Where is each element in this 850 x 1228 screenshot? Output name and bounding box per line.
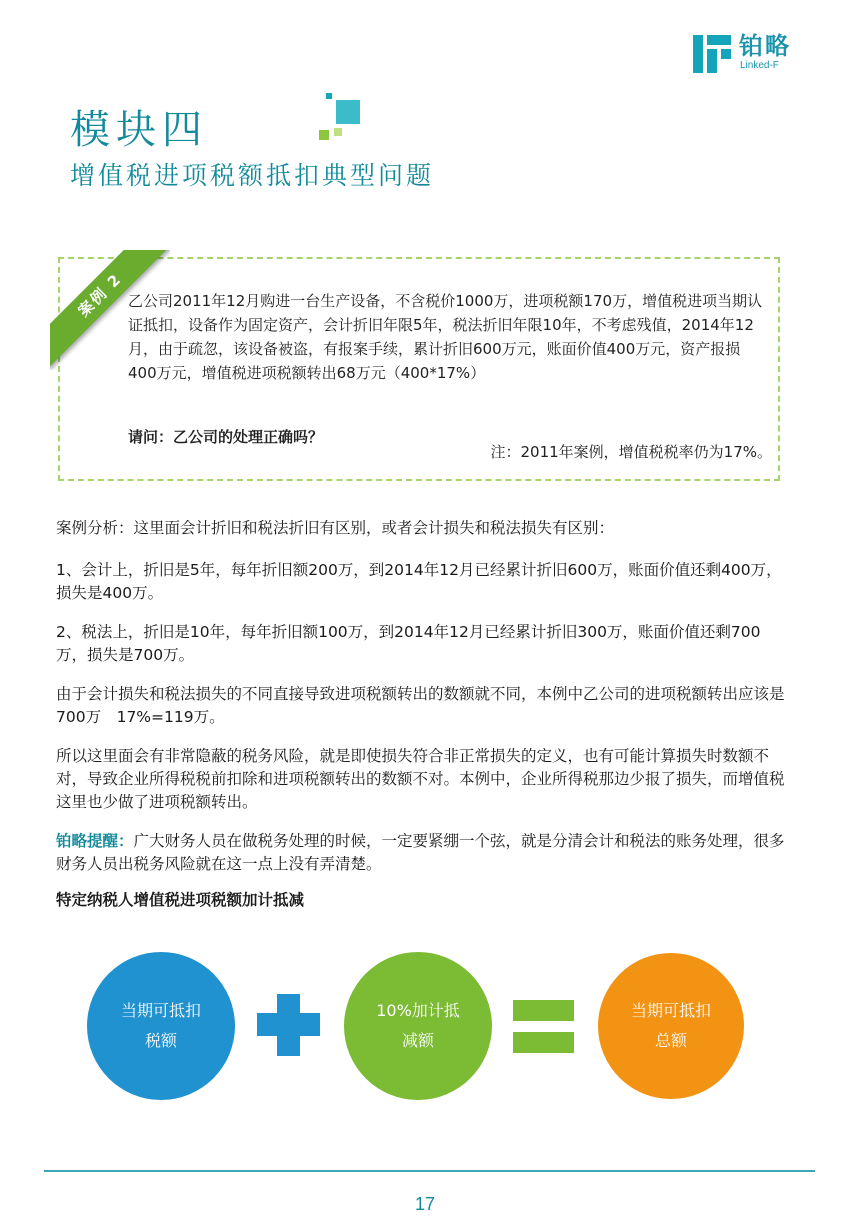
circle-label-line1: 当期可抵扣: [120, 1001, 201, 1020]
case-ribbon-label: 案例 2: [50, 250, 170, 369]
logo-text-cn: 铂略: [739, 32, 791, 60]
reminder-paragraph: [56, 830, 786, 876]
analysis-point-accounting: 1、会计上，折旧是5年，每年折旧额200万，到2014年12月已经累计折旧600万，账面价值还剩400万，损失是400万。: [56, 561, 782, 602]
circle-label-line2: 税额: [144, 1031, 177, 1050]
section-title: 特定纳税人增值税进项税额加计抵减: [56, 891, 305, 909]
logo-mark-icon: [693, 35, 731, 73]
logo-text-en: Linked-F: [740, 60, 779, 71]
title-decoration-square: [336, 100, 360, 124]
analysis-point-tax: 2、税法上，折旧是10年，每年折旧额100万，到2014年12月已经累计折旧300万，账面价值还剩700万，损失是700万。: [56, 623, 761, 664]
page-number: 17: [414, 1194, 436, 1214]
analysis-conclusion: 由于会计损失和税法损失的不同直接导致进项税额转出的数额就不同，本例中乙公司的进项税额转出应该是700万 17%=119万。: [56, 685, 785, 726]
analysis-risk: 所以这里面会有非常隐蔽的税务风险，就是即使损失符合非正常损失的定义，也有可能计算损失时数额不对，导致企业所得税税前扣除和进项税额转出的数额不对。本例中，企业所得税那边少报了损失，而增值税这里也少做了进项税额转出。: [56, 747, 785, 811]
analysis-intro: 案例分析：这里面会计折旧和税法折旧有区别，或者会计损失和税法损失有区别：: [56, 519, 615, 537]
equals-icon: [513, 1000, 574, 1021]
case-note: 注：2011年案例，增值税税率仍为17%。: [490, 443, 772, 461]
circle-additional-deduction: [344, 952, 492, 1100]
case-question: 请问：乙公司的处理正确吗？: [128, 428, 324, 446]
circle-label-line1: 10%加计抵: [376, 1001, 460, 1020]
equals-icon: [513, 1032, 574, 1053]
title-decoration-square: [334, 128, 342, 136]
brand-logo: [693, 33, 813, 75]
module-title: 模块四: [70, 107, 208, 153]
circle-label-line1: 当期可抵扣: [630, 1001, 711, 1020]
title-decoration-square: [326, 93, 332, 99]
footer-divider: [44, 1170, 815, 1172]
plus-icon: [277, 994, 300, 1056]
module-subtitle: 增值税进项税额抵扣典型问题: [70, 161, 435, 190]
circle-label-line2: 减额: [401, 1031, 434, 1050]
reminder-label: 铂略提醒：: [56, 832, 134, 850]
title-decoration-square: [319, 130, 329, 140]
circle-deductible-tax: [87, 952, 235, 1100]
case-description: 乙公司2011年12月购进一台生产设备，不含税价1000万，进项税额170万，增值税进项当期认证抵扣，设备作为固定资产，会计折旧年限5年，税法折旧年限10年，不考虑残值，2014年12月，由于疏忽，该设备被盗，有报案手续，累计折旧600万元，账面价值400万元，资产报损400万元，增值税进项税额转出68万元（400*17%）: [128, 292, 763, 382]
reminder-text: 广大财务人员在做税务处理的时候，一定要紧绷一个弦，就是分清会计和税法的账务处理，很多财务人员出税务风险就在这一点上没有弄清楚。: [56, 832, 785, 873]
circle-total-deductible: [598, 953, 744, 1099]
circle-label-line2: 总额: [654, 1031, 687, 1050]
